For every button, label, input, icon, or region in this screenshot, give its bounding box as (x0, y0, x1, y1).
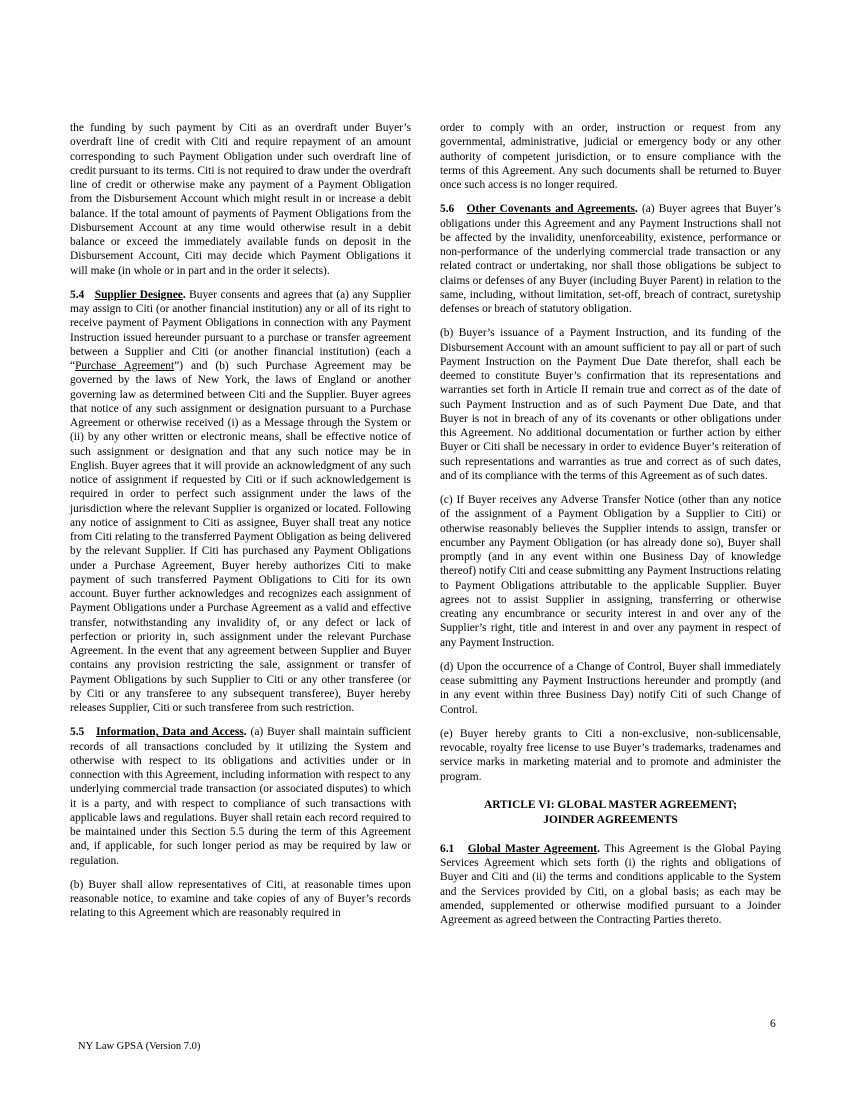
article-heading (440, 798, 781, 828)
section-title: Global Master Agreement (467, 842, 598, 855)
article-heading-line1: ARTICLE VI: GLOBAL MASTER AGREEMENT; (484, 798, 737, 811)
section-title-period: . (634, 203, 638, 216)
section-text: This Agreement is the Global Paying Services Agreement which sets forth (i) the rights and obligations of Buyer and Citi and (ii) the terms and conditions applicable to the System and the Services provided by Citi, on a global basis; as each may be amended, supplemented or otherwise modified pursuant to a Joinder Agreement as agreed between the Contracting Parties thereto. (440, 842, 782, 926)
article-heading-line2: JOINDER AGREEMENTS (543, 813, 678, 826)
section-5-6-d: (d) Upon the occurrence of a Change of Control, Buyer shall immediately cease submitting any Payment Instructions hereunder and promptly (and in any event within three Business Day) notify Citi of such Change of Control. (440, 660, 781, 716)
section-5-6-b: (b) Buyer’s issuance of a Payment Instruction, and its funding of the Disbursement Account with an amount sufficient to pay all or part of such Payment Instruction on the Payment Due Date therefor, shall each be deemed to constitute Buyer’s confirmation that its representations and warranties set forth in Article II remain true and correct as of the date of such Payment Instruction and as of such Payment Due Date, and that Buyer is not in breach of any of its covenants or other obligations under this Agreement. No additional documentation or further action by either Buyer or Citi shall be necessary in order to evidence Buyer’s reiteration of such representations and warranties as true and correct as of such dates, and of its compliance with the terms of this Agreement as of such dates. (440, 327, 781, 482)
section-text: (a) Buyer shall maintain sufficient records of all transactions concluded by it utilizing the System and otherwise with respect to its obligations and activities under or in connection with this Agreement, including information with respect to any underlying commercial trade transaction (or associated disputes) to which it is a party, and with respect to compliance of such transactions with applicable laws and regulations. Buyer shall retain each record required to be maintained under this Section 5.5 during the term of this Agreement and, if applicable, for such longer period as may be required by law or regulation. (70, 726, 411, 867)
section-number: 5.6 (440, 203, 455, 216)
defined-term: Purchase Agreement (75, 360, 175, 372)
section-title: Other Covenants and Agreements (466, 203, 635, 216)
section-6-1 (440, 842, 781, 928)
section-title-period: . (182, 288, 186, 301)
section-5-6-e: (e) Buyer hereby grants to Citi a non-exclusive, non-sublicensable, revocable, royalty free license to use Buyer’s trademarks, tradenames and service marks in marketing material and to promote and administer the program. (440, 727, 781, 783)
section-5-4 (70, 288, 411, 716)
section-number: 5.4 (70, 288, 85, 301)
section-title: Supplier Designee (94, 288, 183, 301)
section-5-6-c: (c) If Buyer receives any Adverse Transfer Notice (other than any notice of the assignment of a Payment Obligation by a Supplier to Citi) or otherwise reasonably believes the Supplier intends to assign, transfer or encumber any Payment Obligation (or has already done so), Buyer shall promptly (and in any event within one Business Day of knowledge thereof) notify Citi and cease submitting any Payment Instructions relating to Payment Obligations attributable to the applicable Supplier. Buyer agrees not to assist Supplier in assigning, transferring or otherwise creating any encumbrance or security interest in and over any of the Supplier’s right, title and interest in and over any payment in respect of any Payment Instruction. (440, 494, 781, 649)
section-5-6 (440, 202, 781, 316)
section-title: Information, Data and Access (96, 726, 244, 739)
paragraph-carryover-right: order to comply with an order, instruction or request from any governmental, administrative, judicial or emergency body or any other authority of competent jurisdiction, or to ensure compliance with the terms of this Agreement. Any such documents shall be returned to Buyer once such access is no longer required. (440, 122, 781, 191)
section-number: 5.5 (70, 726, 85, 739)
section-number: 6.1 (440, 842, 455, 855)
section-text-cont: ”) and (b) such Purchase Agreement may be governed by the laws of New York, the laws of England or another governing law as determined between Citi and the Supplier. Buyer agrees that notice of any such assignment or designation pursuant to a Purchase Agreement or otherwise received (i) as a Message through the System or (ii) by any other written or electronic means, shall be effective notice of such assignment or designation and that any such notice may be in English. Buyer agrees that it will provide an acknowledgment of any such notice of assignment if requested by Citi or if such acknowledgement is required in order to perfect such assignment under the laws of the jurisdiction where the relevant Supplier is organized or located. Following any notice of assignment to Citi as assignee, Buyer shall treat any notice from Citi relating to the transferred Payment Obligation as being delivered by the relevant Supplier. If Citi has purchased any Payment Obligations under a Purchase Agreement, Buyer hereby authorizes Citi to make payment of such transferred Payment Obligations to Citi for its own account. Buyer further acknowledges and recognizes each assignment of Payment Obligations under a Purchase Agreement as a valid and effective transfer, notwithstanding any invalidity of, or any defect or lack of perfection or priority in, such assignment under the relevant Purchase Agreement. In the event that any agreement between Supplier and Buyer contains any provision restricting the sale, assignment or transfer of Payment Obligations by such Supplier to Citi or any other transferee (or by Citi or any transferee to any subsequent transferee), Buyer hereby releases Supplier, Citi or such transferee from such restriction. (70, 360, 411, 714)
footer-text: NY Law GPSA (Version 7.0) (78, 1041, 201, 1052)
section-text: (a) Buyer agrees that Buyer’s obligations under this Agreement and any Payment Instructions shall not be affected by the invalidity, unenforceability, existence, performance or non-performance of the underlying commercial trade transaction or any related contract or undertaking, nor shall those obligations be subject to claims or defenses of any Buyer (including Buyer Parent) in relation to the same, including, without limitation, set-off, breach of contract, suretyship defenses or breach of statutory obligation. (440, 203, 781, 315)
section-title-period: . (243, 726, 247, 739)
paragraph-carryover-left: the funding by such payment by Citi as an overdraft under Buyer’s overdraft line of credit with Citi and require repayment of an amount corresponding to such Payment Obligation under such overdraft line of credit pursuant to its terms. Citi is not required to draw under the overdraft line of credit or otherwise make any payment of a Payment Obligation from the Disbursement Account which might result in or increase a debit balance. If the total amount of payments of Payment Obligations from the Disbursement Account at any time would otherwise result in a debit balance or exceed the immediately available funds on deposit in the Disbursement Account, Citi may decide which Payment Obligations it will make (in whole or in part and in the order it selects). (70, 122, 411, 277)
section-5-5-b: (b) Buyer shall allow representatives of Citi, at reasonable times upon reasonable notice, to examine and take copies of any of Buyer’s records relating to this Agreement which are reasonably required in (70, 878, 411, 920)
page-number: 6 (770, 1018, 776, 1030)
section-5-5 (70, 725, 411, 868)
section-title-period: . (597, 842, 600, 855)
right-column (440, 121, 781, 937)
section-text: Buyer consents and agrees that (a) any Supplier may assign to Citi (or another financial institution) any or all of its right to receive payment of Payment Obligations in connection with any Payment Instruction issued hereunder pursuant to a purchase or transfer agreement between a Supplier and Citi (or another financial institution) (each a “ (70, 288, 411, 372)
left-column (70, 121, 411, 931)
